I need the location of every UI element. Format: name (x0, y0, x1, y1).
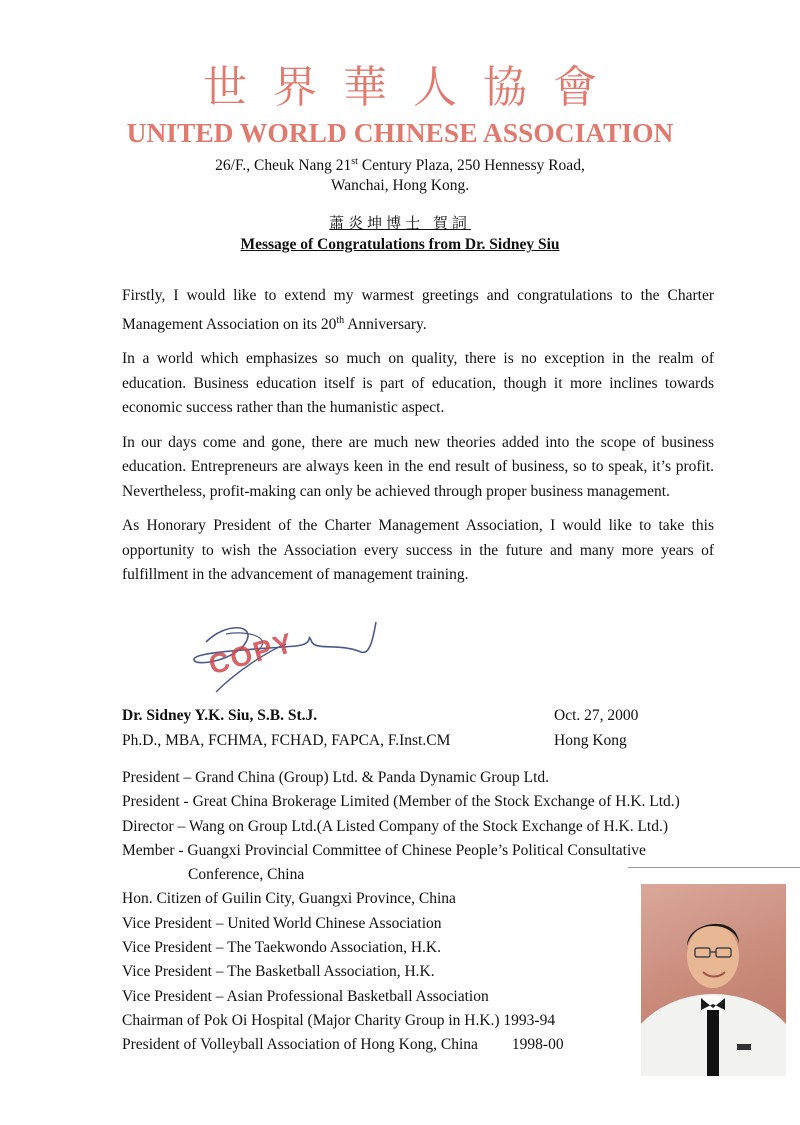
paragraph-4: As Honorary President of the Charter Management Association, I would like to take this opportunity to wish the Association every success in the future and many more years of fulfillment in the advancement of management training. (122, 517, 714, 584)
title-item: President of Volleyball Association of Hong Kong, China 1998-00 (122, 1036, 564, 1054)
signatory-block (122, 703, 642, 753)
title-item: Vice President – The Basketball Association, H.K. (122, 963, 435, 981)
title-item: President – Grand China (Group) Ltd. & Panda Dynamic Group Ltd. (122, 769, 550, 786)
address-line-2: Wanchai, Hong Kong. (330, 177, 470, 195)
title-item: Chairman of Pok Oi Hospital (Major Charity Group in H.K.) 1993-94 (122, 1011, 556, 1029)
title-item-continuation: Conference, China (188, 866, 305, 884)
association-address (0, 152, 800, 196)
paragraph-3: In our days come and gone, there are much new theories added into the scope of business education. Entrepreneurs are always keen in the end result of business, so to speak, it’s profit. Nevertheless, profit-making can only be achieved through proper business management. (122, 433, 714, 500)
title-item: Vice President – The Taekwondo Association, H.K. (122, 939, 441, 957)
divider-line (628, 867, 800, 868)
signatory-titles (122, 766, 722, 1058)
association-chinese-name: 世界華人協會 (203, 62, 623, 113)
copy-stamp: COPY (205, 626, 298, 681)
letter-place: Hong Kong (554, 732, 627, 749)
signatory-credentials: Ph.D., MBA, FCHMA, FCHAD, FAPCA, F.Inst.CM (122, 732, 451, 749)
paragraph-2: In a world which emphasizes so much on quality, there is no exception in the realm of education. Business education itself is part of education, though it more inclines towards economic success rather than the humanistic aspect. (122, 350, 714, 417)
title-item: Vice President – Asian Professional Basketball Association (122, 987, 489, 1005)
signatory-row-1 (122, 703, 642, 728)
association-english-name: UNITED WORLD CHINESE ASSOCIATION (126, 117, 674, 148)
portrait-photo (641, 884, 786, 1076)
message-body (122, 284, 714, 598)
title-item: Hon. Citizen of Guilin City, Guangxi Province, China (122, 890, 456, 908)
address-line-1: 26/F., Cheuk Nang 21st Century Plaza, 250 Hennessy Road, (215, 156, 585, 175)
portrait-illustration (641, 884, 786, 1076)
paragraph-1: Firstly, I would like to extend my warmest greetings and congratulations to the Charter Management Association on its 20th Anniversary. (122, 287, 714, 333)
title-item: Vice President – United World Chinese Association (122, 914, 442, 932)
title-item: President - Great China Brokerage Limited (Member of the Stock Exchange of H.K. Ltd.) (122, 793, 680, 811)
title-item: Member - Guangxi Provincial Committee of Chinese People’s Political Consultative (122, 841, 646, 859)
letter-date: Oct. 27, 2000 (554, 707, 639, 724)
letterhead (0, 62, 800, 196)
heading-chinese: 蕭炎坤博士 賀詞 (329, 214, 471, 232)
title-item: Director – Wang on Group Ltd.(A Listed Company of the Stock Exchange of H.K. Ltd.) (122, 817, 669, 835)
signatory-name: Dr. Sidney Y.K. Siu, S.B. St.J. (122, 707, 318, 724)
message-heading (0, 212, 800, 256)
signatory-row-2 (122, 728, 642, 753)
heading-english: Message of Congratulations from Dr. Sidney Siu (240, 236, 560, 253)
